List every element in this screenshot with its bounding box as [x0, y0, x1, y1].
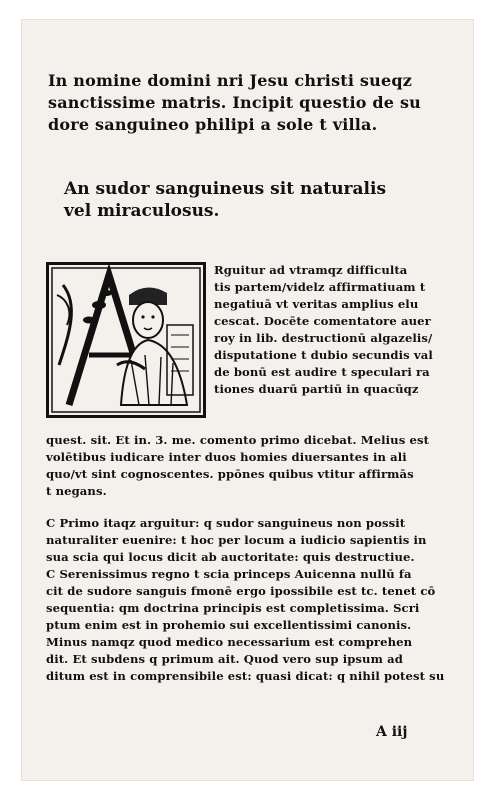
header-line: dore sanguineo philipi a sole t villa. [48, 115, 378, 134]
question-title [64, 178, 464, 222]
text-line: sequentia: qm doctrina principis est completissima. Scri [46, 601, 420, 615]
title-line: vel miraculosus. [64, 201, 220, 221]
text-line: ditum est in comprensibile est: quasi dicat: q nihil potest su [46, 669, 445, 683]
text-line: ptum enim est in prohemio sui excellentissimi canonis. [46, 618, 412, 632]
text-line: disputatione t dubio secundis val [214, 348, 433, 362]
header-line: sanctissime matris. Incipit questio de su [48, 93, 421, 112]
woodcut-initial-illustration [46, 262, 206, 418]
text-line: sua scia qui locus dicit ab auctoritate: quis destructiue. [46, 550, 415, 564]
text-line: roy in lib. destructionū algazelis/ [214, 331, 433, 345]
text-column-beside-initial [214, 262, 464, 398]
text-line: C Serenissimus regno t scia princeps Auicenna nullū fa [46, 567, 412, 581]
text-line: Rguitur ad vtramqz difficulta [214, 263, 408, 277]
text-line: tis partem/videlz affirmatiuam t [214, 280, 426, 294]
text-line: cescat. Docēte comentatore auer [214, 314, 431, 328]
incipit-header [48, 70, 458, 136]
text-line: Minus namqz quod medico necessarium est comprehen [46, 635, 413, 649]
text-line: cit de sudore sanguis fmonē ergo ipossibile est tc. tenet cō [46, 584, 436, 598]
text-line: naturaliter euenire: t hoc per locum a iudicio sapientis in [46, 533, 427, 547]
title-line: An sudor sanguineus sit naturalis [64, 179, 387, 199]
text-line: t negans. [46, 484, 107, 498]
text-line: C Primo itaqz arguitur: q sudor sanguineus non possit [46, 516, 406, 530]
text-line: de bonū est audire t speculari ra [214, 365, 430, 379]
text-line: negatiuā vt veritas amplius elu [214, 297, 419, 311]
signature-mark: A iij [376, 724, 408, 740]
text-paragraph-intro [46, 432, 466, 500]
text-paragraph-arguments [46, 515, 466, 685]
text-line: dit. Et subdens q primum ait. Quod vero sup ipsum ad [46, 652, 403, 666]
header-line: In nomine domini nri Jesu christi sueqz [48, 71, 413, 90]
text-line: tiones duarū partiū in quacūqz [214, 382, 419, 396]
text-line: volētibus iudicare inter duos homies diuersantes in ali [46, 450, 407, 464]
text-line: quest. sit. Et in. 3. me. comento primo dicebat. Melius est [46, 433, 430, 447]
woodcut-scholar-image [49, 265, 203, 415]
text-line: quo/vt sint cognoscentes. ppōnes quibus vtitur affirmās [46, 467, 414, 481]
